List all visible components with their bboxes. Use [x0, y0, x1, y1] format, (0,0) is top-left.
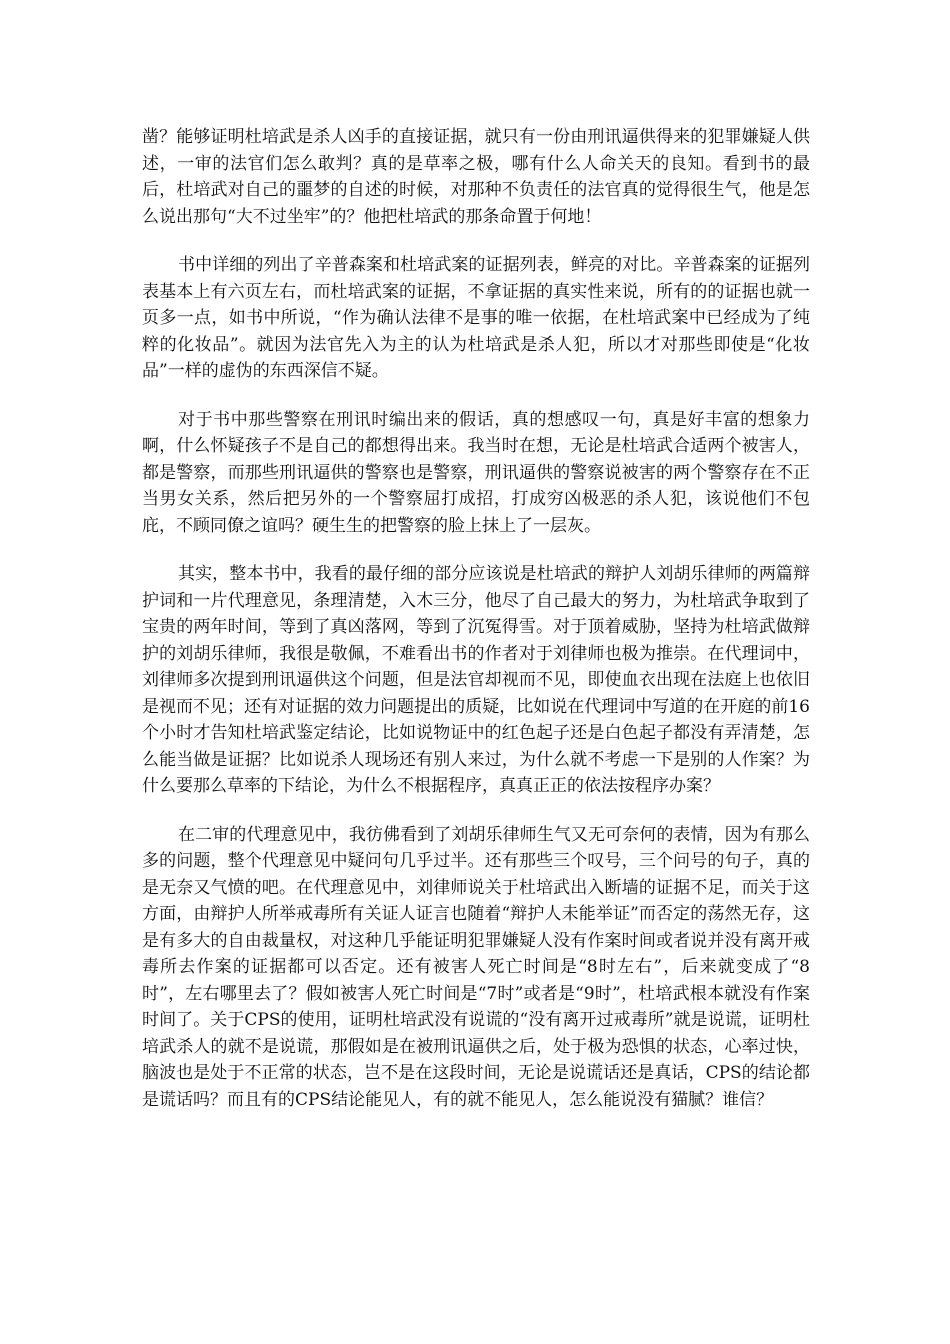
- paragraph-4: 其实，整本书中，我看的最仔细的部分应该说是杜培武的辩护人刘胡乐律师的两篇辩护词和一片代理意见，条理清楚，入木三分，他尽了自己最大的努力，为杜培武争取到了宝贵的两年时间，等到了真凶落网，等到了沉冤得雪。对于顶着威胁，坚持为杜培武做辩护的刘胡乐律师，我很是敬佩，不难看出书的作者对于刘律师也极为推崇。在代理词中，刘律师多次提到刑讯逼供这个问题，但是法官却视而不见，即使血衣出现在法庭上也依旧是视而不见；还有对证据的效力问题提出的质疑，比如说在代理词中写道的在开庭的前16个小时才告知杜培武鉴定结论，比如说物证中的红色起子还是白色起子都没有弄清楚，怎么能当做是证据？比如说杀人现场还有别人来过，为什么就不考虑一下是别的人作案？为什么要那么草率的下结论，为什么不根据程序，真真正正的依法按程序办案？: [142, 564, 810, 796]
- paragraph-2: 书中详细的列出了辛普森案和杜培武案的证据列表，鲜亮的对比。辛普森案的证据列表基本上有六页左右，而杜培武案的证据，不拿证据的真实性来说，所有的的证据也就一页多一点，如书中所说，“作为确认法律不是事的唯一依据，在杜培武案中已经成为了纯粹的化妆品”。就因为法官先入为主的认为杜培武是杀人犯，所以才对那些即使是“化妆品”一样的虚伪的东西深信不疑。: [142, 255, 810, 381]
- paragraph-1: 凿？能够证明杜培武是杀人凶手的直接证据，就只有一份由刑讯逼供得来的犯罪嫌疑人供述，一审的法官们怎么敢判？真的是草率之极，哪有什么人命关天的良知。看到书的最后，杜培武对自己的噩梦的自述的时候，对那种不负责任的法官真的觉得很生气，他是怎么说出那句“大不过坐牢”的？他把杜培武的那条命置于何地！: [142, 127, 810, 227]
- paragraph-3: 对于书中那些警察在刑讯时编出来的假话，真的想感叹一句，真是好丰富的想象力啊，什么怀疑孩子不是自己的都想得出来。我当时在想，无论是杜培武合适两个被害人，都是警察，而那些刑讯逼供的警察也是警察，刑讯逼供的警察说被害的两个警察存在不正当男女关系，然后把另外的一个警察屈打成招，打成穷凶极恶的杀人犯，该说他们不包庇，不顾同僚之谊吗？硬生生的把警察的脸上抹上了一层灰。: [142, 409, 810, 536]
- paragraph-5: 在二审的代理意见中，我彷佛看到了刘胡乐律师生气又无可奈何的表情，因为有那么多的问题，整个代理意见中疑问句几乎过半。还有那些三个叹号，三个问号的句子，真的是无奈又气愤的吧。在代理意见中，刘律师说关于杜培武出入断墙的证据不足，而关于这方面，由辩护人所举戒毒所有关证人证言也随着“辩护人未能举证”而否定的荡然无存，这是有多大的自由裁量权，对这种几乎能证明犯罪嫌疑人没有作案时间或者说并没有离开戒毒所去作案的证据都可以否定。还有被害人死亡时间是“8时左右”，后来就变成了“8时”，左右哪里去了？假如被害人死亡时间是“7时”或者是“9时”，杜培武根本就没有作案时间了。关于CPS的使用，证明杜培武没有说谎的“没有离开过戒毒所”就是说谎，证明杜培武杀人的就不是说谎，那假如是在被刑讯逼供之后，处于极为恐惧的状态，心率过快，脑波也是处于不正常的状态，岂不是在这段时间，无论是说谎话还是真话，CPS的结论都是谎话吗？而且有的CPS结论能见人，有的就不能见人，怎么能说没有猫腻？谁信？: [142, 824, 810, 1110]
- document-body: [142, 124, 810, 1135]
